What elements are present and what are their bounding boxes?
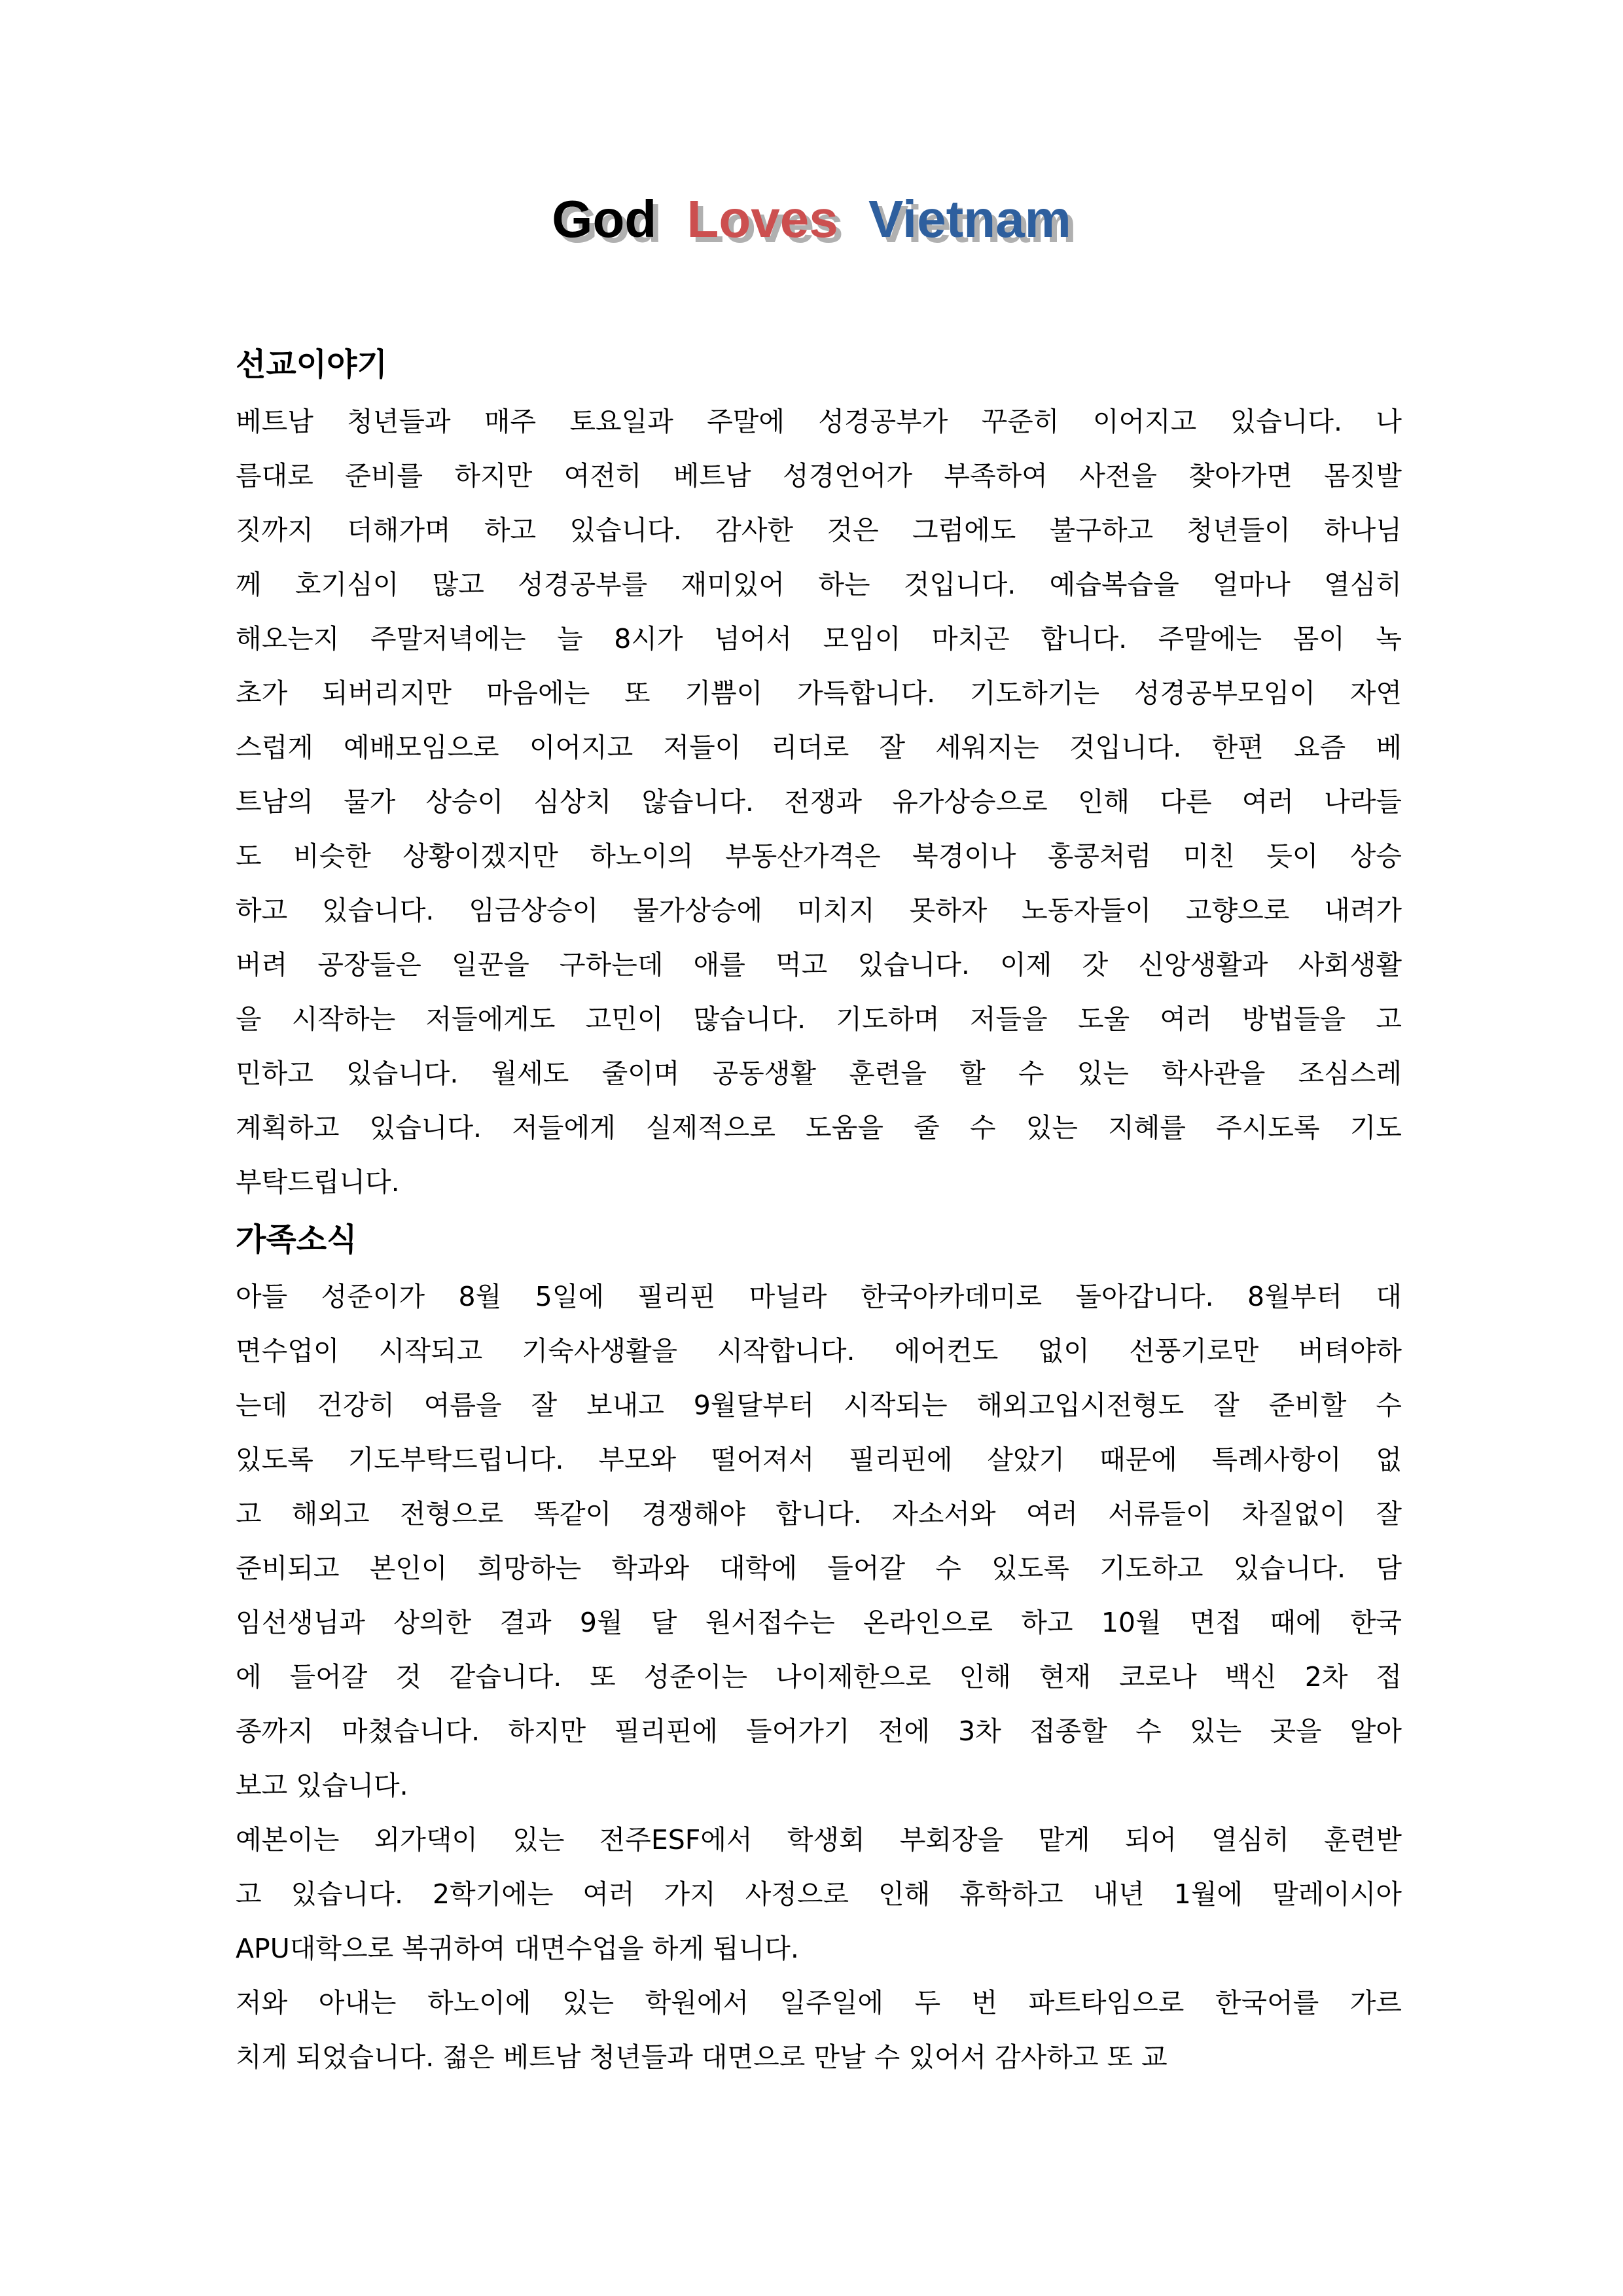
- text-line: 트남의 물가 상승이 심상치 않습니다. 전쟁과 유가상승으로 인해 다른 여러 나라들: [236, 786, 1402, 817]
- text-line: 스럽게 예배모임으로 이어지고 저들이 리더로 잘 세워지는 것입니다. 한편 요즘 베: [236, 732, 1402, 763]
- text-line: 저와 아내는 하노이에 있는 학원에서 일주일에 두 번 파트타임으로 한국어를 가르: [236, 1987, 1402, 2018]
- text-line: 종까지 마쳤습니다. 하지만 필리핀에 들어가기 전에 3차 접종할 수 있는 곳을 알아: [236, 1715, 1402, 1747]
- section-heading: 선교이야기: [236, 346, 387, 383]
- text-line: 임선생님과 상의한 결과 9월 달 원서접수는 온라인으로 하고 10월 면접 때에 한국: [236, 1607, 1402, 1638]
- text-line: 계획하고 있습니다. 저들에게 실제적으로 도움을 줄 수 있는 지혜를 주시도록 기도: [236, 1112, 1402, 1143]
- text-line: 는데 건강히 여름을 잘 보내고 9월달부터 시작되는 해외고입시전형도 잘 준비할 수: [236, 1390, 1402, 1421]
- text-line: 버려 공장들은 일꾼을 구하는데 애를 먹고 있습니다. 이제 갓 신앙생활과 사회생활: [236, 949, 1402, 980]
- text-line: 부탁드립니다.: [236, 1166, 400, 1198]
- text-line: 름대로 준비를 하지만 여전히 베트남 성경언어가 부족하여 사전을 찾아가면 몸짓발: [236, 460, 1402, 492]
- text-line: 고 있습니다. 2학기에는 여러 가지 사정으로 인해 휴학하고 내년 1월에 말레이시아: [236, 1878, 1402, 1910]
- text-line: 베트남 청년들과 매주 토요일과 주말에 성경공부가 꾸준히 이어지고 있습니다. 나: [236, 406, 1402, 437]
- text-line: 을 시작하는 저들에게도 고민이 많습니다. 기도하며 저들을 도울 여러 방법들을 고: [236, 1003, 1402, 1035]
- title-word-vietnam: Vietnam: [868, 190, 1071, 248]
- text-line: 있도록 기도부탁드립니다. 부모와 떨어져서 필리핀에 살았기 때문에 특례사항이 없: [236, 1444, 1402, 1475]
- document-title: [0, 187, 1623, 252]
- title-word-loves: Loves: [687, 190, 838, 248]
- text-line: 하고 있습니다. 임금상승이 물가상승에 미치지 못하자 노동자들이 고향으로 내려가: [236, 895, 1402, 926]
- text-line: 짓까지 더해가며 하고 있습니다. 감사한 것은 그럼에도 불구하고 청년들이 하나님: [236, 514, 1402, 546]
- text-line: 준비되고 본인이 희망하는 학과와 대학에 들어갈 수 있도록 기도하고 있습니다. 담: [236, 1552, 1402, 1584]
- title-word-god: God: [552, 190, 657, 248]
- text-line: 해오는지 주말저녁에는 늘 8시가 넘어서 모임이 마치곤 합니다. 주말에는 몸이 녹: [236, 623, 1402, 655]
- text-line: 에 들어갈 것 같습니다. 또 성준이는 나이제한으로 인해 현재 코로나 백신 2차 접: [236, 1661, 1402, 1693]
- text-line: 도 비슷한 상황이겠지만 하노이의 부동산가격은 북경이나 홍콩처럼 미친 듯이 상승: [236, 840, 1402, 872]
- text-line: 면수업이 시작되고 기숙사생활을 시작합니다. 에어컨도 없이 선풍기로만 버텨야하: [236, 1335, 1402, 1367]
- text-line: 보고 있습니다.: [236, 1770, 408, 1801]
- text-line: 민하고 있습니다. 월세도 줄이며 공동생활 훈련을 할 수 있는 학사관을 조심스레: [236, 1058, 1402, 1089]
- text-line: 치게 되었습니다. 젊은 베트남 청년들과 대면으로 만날 수 있어서 감사하고 또 교: [236, 2041, 1168, 2073]
- section-heading: 가족소식: [236, 1221, 357, 1258]
- paragraph: [236, 1976, 1402, 2085]
- paragraph: [236, 395, 1402, 1210]
- text-line: 예본이는 외가댁이 있는 전주ESF에서 학생회 부회장을 맡게 되어 열심히 훈련받: [236, 1824, 1402, 1856]
- text-line: APU대학으로 복귀하여 대면수업을 하게 됩니다.: [236, 1933, 799, 1964]
- text-line: 초가 되버리지만 마음에는 또 기쁨이 가득합니다. 기도하기는 성경공부모임이 자연: [236, 677, 1402, 709]
- document-body: [236, 334, 1402, 2085]
- paragraph: [236, 1813, 1402, 1976]
- text-line: 께 호기심이 많고 성경공부를 재미있어 하는 것입니다. 예습복습을 얼마나 열심히: [236, 569, 1402, 600]
- paragraph: [236, 1270, 1402, 1813]
- text-line: 아들 성준이가 8월 5일에 필리핀 마닐라 한국아카데미로 돌아갑니다. 8월부터 대: [236, 1281, 1402, 1312]
- text-line: 고 해외고 전형으로 똑같이 경쟁해야 합니다. 자소서와 여러 서류들이 차질없이 잘: [236, 1498, 1402, 1530]
